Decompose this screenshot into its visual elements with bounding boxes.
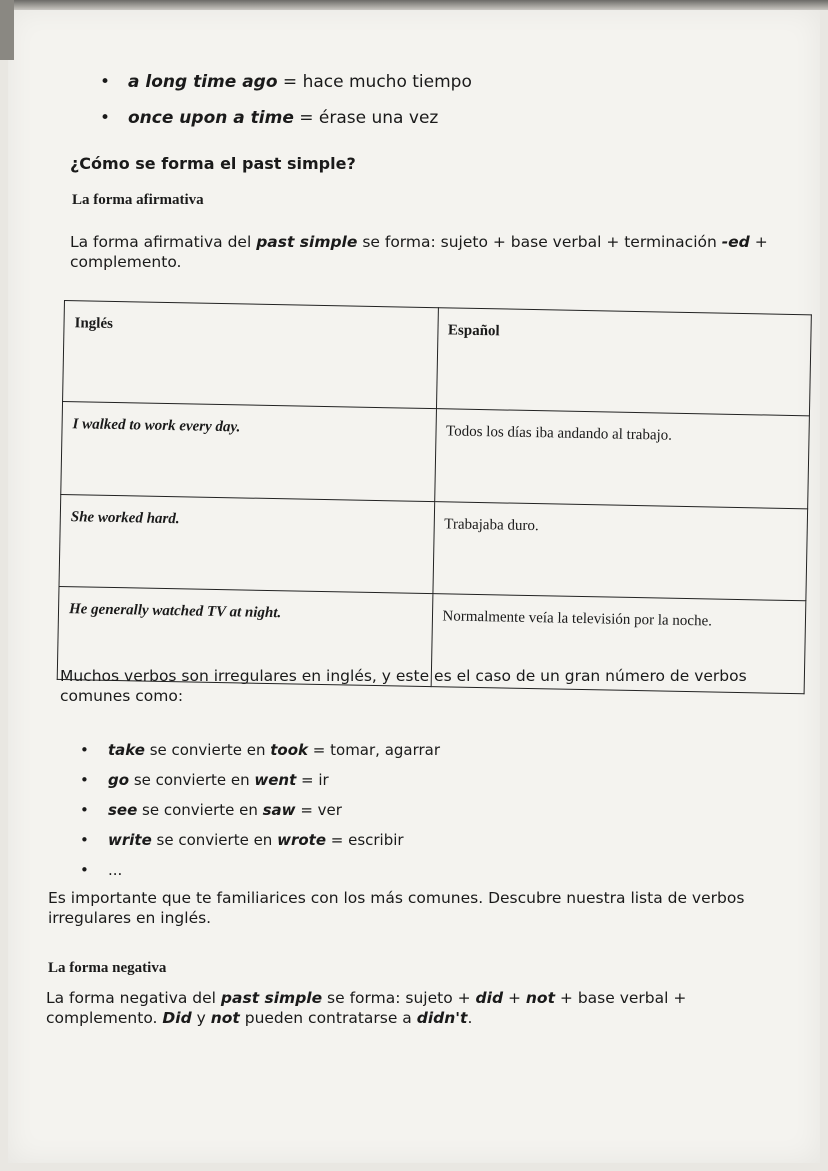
list-item [80, 860, 440, 890]
negative-title: La forma negativa [48, 960, 167, 976]
verb-past: saw [262, 801, 296, 819]
column-header: Español [436, 308, 811, 416]
emphasis: not [210, 1009, 240, 1027]
verb-past: wrote [277, 831, 326, 849]
emphasis: past simple [256, 233, 358, 251]
emphasis: not [525, 989, 555, 1007]
scan-top-edge [0, 0, 828, 10]
text: + base verbal + complemento. [46, 989, 687, 1027]
table-cell: I walked to work every day. [61, 401, 436, 501]
text: + [503, 989, 526, 1007]
affirmative-paragraph [70, 232, 810, 272]
verb-base: see [108, 801, 138, 819]
page-title: ¿Cómo se forma el past simple? [70, 154, 356, 173]
column-header: Inglés [63, 301, 438, 409]
bullet-icon: • [100, 108, 111, 128]
text: y [191, 1009, 211, 1027]
list-item [80, 770, 440, 800]
text: = ver [295, 801, 342, 819]
affirmative-title: La forma afirmativa [72, 192, 204, 208]
bullet-icon: • [80, 741, 89, 759]
text: se convierte en [137, 801, 263, 819]
text: La forma negativa del [46, 989, 221, 1007]
verb-base: write [108, 831, 152, 849]
bullet-term: once upon a time [128, 108, 294, 128]
negative-paragraph [46, 988, 786, 1028]
table-cell: Todos los días iba andando al trabajo. [434, 409, 809, 509]
verb-past: went [254, 771, 297, 789]
verb-past: took [270, 741, 309, 759]
emphasis: Did [162, 1009, 192, 1027]
list-item [100, 72, 472, 108]
verb-base: go [108, 771, 130, 789]
list-item [80, 800, 440, 830]
list-item [80, 830, 440, 860]
bullet-text: = érase una vez [293, 108, 439, 128]
table-header-row [63, 301, 812, 416]
text: se convierte en [144, 741, 271, 759]
text: = ir [296, 771, 329, 789]
examples-table [57, 300, 812, 694]
text: se convierte en [129, 771, 255, 789]
scan-left-edge [0, 0, 14, 60]
list-item [80, 740, 440, 770]
text: + complemento. [70, 233, 768, 271]
emphasis: -ed [721, 233, 750, 251]
text: = tomar, agarrar [308, 741, 441, 759]
ellipsis: ... [108, 861, 123, 879]
text: . [467, 1009, 473, 1027]
text: se forma: sujeto + [322, 989, 476, 1007]
bullet-text: = hace mucho tiempo [277, 72, 472, 92]
text: La forma afirmativa del [70, 233, 257, 251]
irregular-paragraph: Muchos verbos son irregulares en inglés, y este es el caso de un gran número de verbos comunes como: [60, 667, 747, 705]
table-cell: Trabajaba duro. [432, 501, 807, 601]
irregular-verbs-list [80, 740, 440, 890]
text: pueden contratarse a [239, 1009, 417, 1027]
bullet-icon: • [100, 72, 111, 92]
table-cell: She worked hard. [59, 494, 434, 594]
bullet-icon: • [80, 771, 89, 789]
bullet-icon: • [80, 861, 89, 879]
emphasis: didn't [416, 1009, 468, 1027]
intro-bullet-list [100, 72, 472, 144]
emphasis: did [475, 989, 504, 1007]
table-row [61, 401, 810, 508]
bullet-icon: • [80, 801, 89, 819]
table-row [59, 494, 808, 601]
text: se convierte en [151, 831, 278, 849]
text: = escribir [326, 831, 404, 849]
text: se forma: sujeto + base verbal + terminación [357, 233, 722, 251]
list-item [100, 108, 472, 144]
bullet-term: a long time ago [128, 72, 278, 92]
familiar-paragraph: Es importante que te familiarices con los más comunes. Descubre nuestra lista de verbos irregulares en inglés. [48, 889, 745, 927]
bullet-icon: • [80, 831, 89, 849]
table-cell: Normalmente veía la televisión por la noche. [431, 594, 806, 694]
verb-base: take [108, 741, 145, 759]
table-cell: He generally watched TV at night. [57, 587, 432, 687]
emphasis: past simple [220, 989, 323, 1007]
